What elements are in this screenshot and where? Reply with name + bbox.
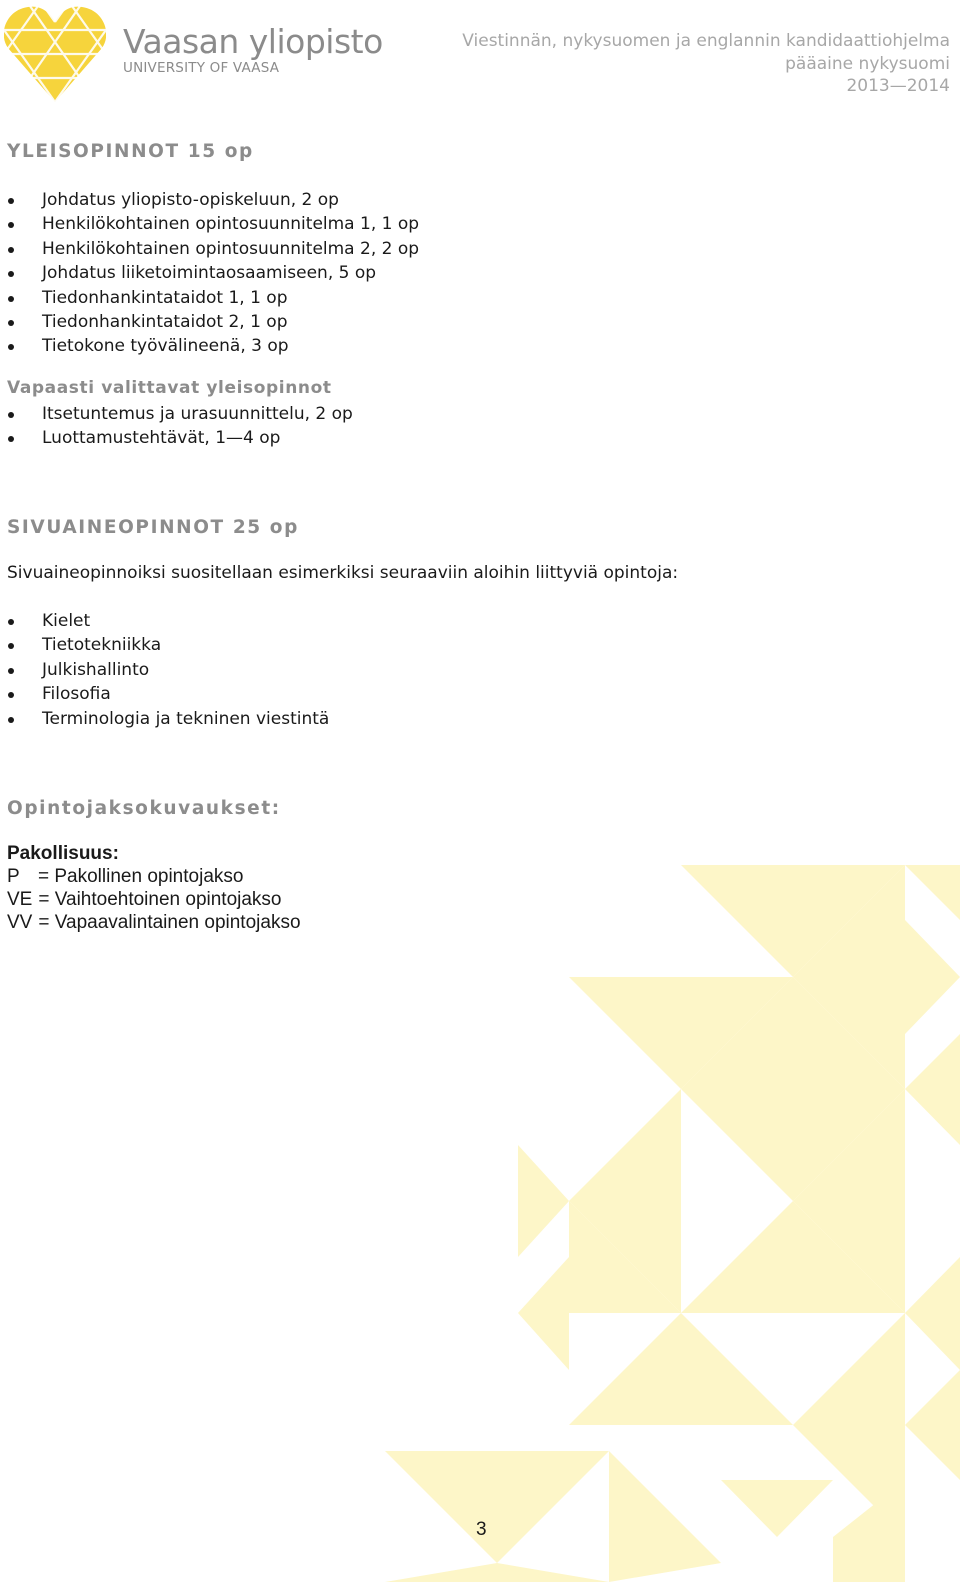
list-item: Johdatus liiketoimintaosaamiseen, 5 op	[0, 261, 419, 285]
program-years: 2013—2014	[846, 76, 950, 96]
list-item: Julkishallinto	[0, 658, 329, 682]
university-name: Vaasan yliopisto	[123, 22, 383, 61]
legend-text: = Pakollinen opintojakso	[38, 866, 244, 887]
list-item: Henkilökohtainen opintosuunnitelma 2, 2 op	[0, 237, 419, 261]
general-studies-heading: YLEISOPINNOT 15 op	[7, 141, 254, 162]
program-title: Viestinnän, nykysuomen ja englannin kandidaattiohjelma	[462, 31, 950, 51]
list-item: Tiedonhankintataidot 2, 1 op	[0, 310, 419, 334]
legend-code: VE	[7, 889, 33, 910]
legend-entry	[7, 889, 282, 911]
list-item: Tietotekniikka	[0, 633, 329, 657]
optional-general-studies-list	[0, 402, 353, 451]
list-item: Filosofia	[0, 682, 329, 706]
minor-studies-heading: SIVUAINEOPINNOT 25 op	[7, 517, 299, 538]
compulsoriness-legend-title: Pakollisuus:	[7, 843, 119, 864]
legend-text: = Vaihtoehtoinen opintojakso	[38, 889, 282, 910]
list-item: Kielet	[0, 609, 329, 633]
page-number: 3	[476, 1519, 487, 1540]
legend-code: VV	[7, 912, 33, 933]
legend-entry	[7, 866, 243, 888]
list-item: Henkilökohtainen opintosuunnitelma 1, 1 op	[0, 212, 419, 236]
legend-code: P	[7, 866, 20, 887]
university-wordmark	[123, 24, 383, 76]
university-name-english: UNIVERSITY OF VAASA	[123, 60, 280, 76]
optional-general-studies-heading: Vapaasti valittavat yleisopinnot	[7, 378, 332, 398]
legend-text: = Vapaavalintainen opintojakso	[38, 912, 301, 933]
list-item: Terminologia ja tekninen viestintä	[0, 707, 329, 731]
legend-entry	[7, 912, 301, 934]
list-item: Tiedonhankintataidot 1, 1 op	[0, 286, 419, 310]
university-logo-heart-icon	[4, 4, 106, 104]
list-item: Itsetuntemus ja urasuunnittelu, 2 op	[0, 402, 353, 426]
list-item: Luottamustehtävät, 1—4 op	[0, 426, 353, 450]
program-header	[462, 30, 950, 98]
list-item: Tietokone työvälineenä, 3 op	[0, 334, 419, 358]
list-item: Johdatus yliopisto-opiskeluun, 2 op	[0, 188, 419, 212]
minor-studies-intro: Sivuaineopinnoiksi suositellaan esimerkiksi seuraaviin aloihin liittyviä opintoja:	[7, 563, 679, 583]
minor-studies-list	[0, 609, 329, 731]
program-major: pääaine nykysuomi	[785, 53, 950, 74]
general-studies-list	[0, 188, 419, 359]
course-descriptions-heading: Opintojaksokuvaukset:	[7, 798, 281, 819]
